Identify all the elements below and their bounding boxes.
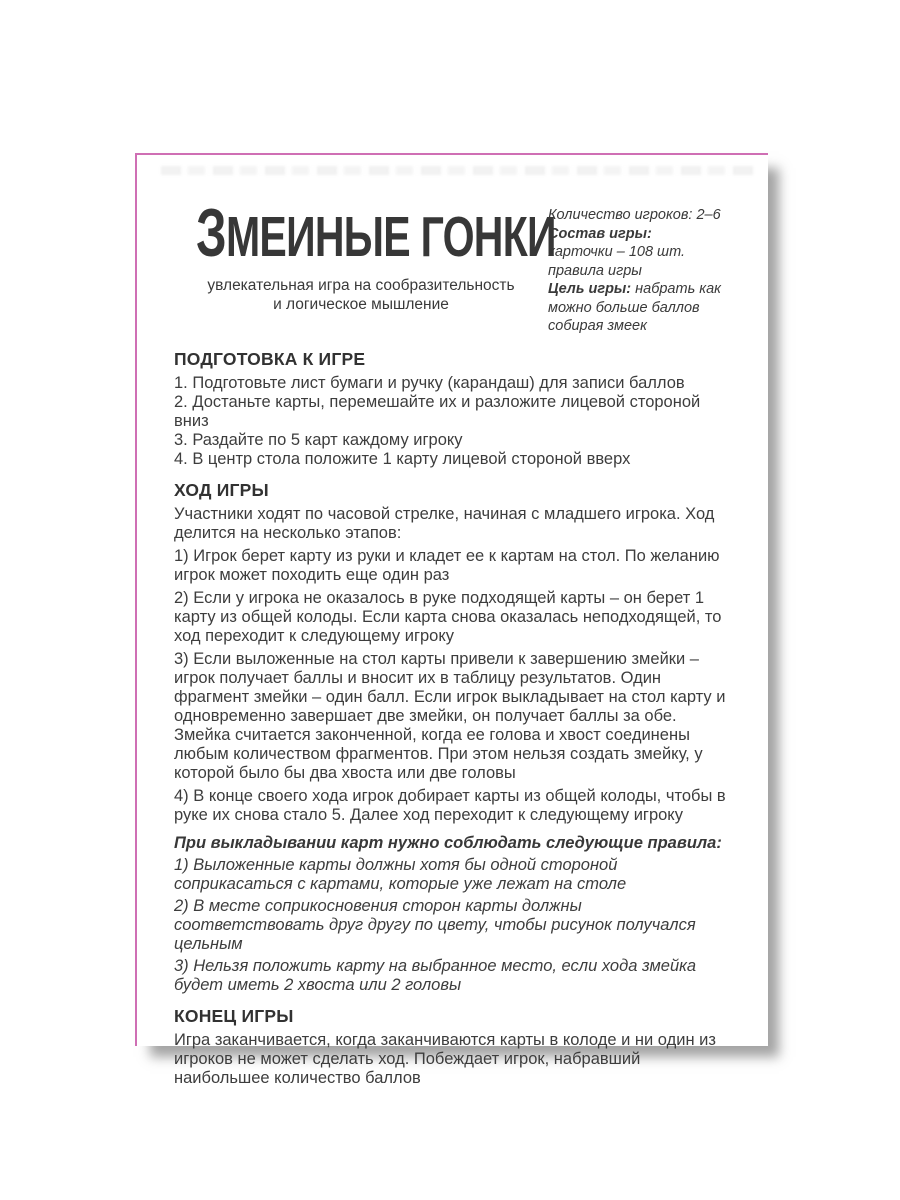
gameplay-steps xyxy=(174,505,733,825)
section-gameplay xyxy=(174,481,733,825)
print-artifact-band xyxy=(161,166,754,175)
gameplay-step: 1) Игрок берет карту из руки и кладет ее к картам на стол. По желанию игрок может походить еще один раз xyxy=(174,546,720,584)
preparation-item: 1. Подготовьте лист бумаги и ручку (карандаш) для записи баллов xyxy=(174,373,685,392)
section-placement-rules xyxy=(174,834,733,995)
placement-rule: 1) Выложенные карты должны хотя бы одной стороной соприкасаться с картами, которые уже лежат на столе xyxy=(174,855,627,893)
preparation-item: 3. Раздайте по 5 карт каждому игроку xyxy=(174,430,463,449)
section-heading-preparation: ПОДГОТОВКА К ИГРЕ xyxy=(174,348,366,369)
preparation-item: 4. В центр стола положите 1 карту лицевой стороной вверх xyxy=(174,449,631,468)
goal-text: набрать как можно больше баллов собирая змеек xyxy=(548,281,721,334)
gameplay-step: 3) Если выложенные на стол карты привели к завершению змейки – игрок получает баллы и вносит их в таблицу результатов. Один фрагмент змейки – один балл. Если игрок выкладывает на стол карту и одновременно завершает две змейки, он получает баллы за обе. Змейка считается законченной, когда ее голова и хвост соединены любым количеством фрагментов. При этом нельзя создать змейку, у которой было бы два хвоста или две головы xyxy=(174,649,726,782)
goal-label: Цель игры: xyxy=(548,281,632,297)
placement-rule: 2) В месте соприкосновения сторон карты должны соответствовать друг другу по цвету, чтобы рисунок получался цельным xyxy=(174,896,696,953)
gameplay-step: 2) Если у игрока не оказалось в руке подходящей карты – он берет 1 карту из общей колоды. Если карта снова оказалась неподходящей, то ход переходит к следующему игроку xyxy=(174,588,722,645)
composition-item: карточки – 108 шт. xyxy=(548,244,686,260)
page-subtitle xyxy=(196,276,526,314)
gameplay-step: 4) В конце своего хода игрок добирает карты из общей колоды, чтобы в руке их снова стало 5. Далее ход переходит к следующему игроку xyxy=(174,786,726,824)
section-heading-gameplay: ХОД ИГРЫ xyxy=(174,479,269,500)
preparation-item: 2. Достаньте карты, перемешайте их и разложите лицевой стороной вниз xyxy=(174,392,701,430)
composition-item: правила игры xyxy=(548,262,642,279)
end-of-game-text: Игра заканчивается, когда заканчиваются карты в колоде и ни один из игроков не может сделать ход. Побеждает игрок, набравший наибольшее количество баллов xyxy=(174,1030,716,1087)
placement-rules-intro: При выкладывании карт нужно соблюдать следующие правила: xyxy=(174,833,722,852)
subtitle-line-2: и логическое мышление xyxy=(273,296,449,313)
placement-rule: 3) Нельзя положить карту на выбранное место, если хода змейка будет иметь 2 хвоста или 2 головы xyxy=(174,956,697,994)
gameplay-intro: Участники ходят по часовой стрелке, начиная с младшего игрока. Ход делится на несколько этапов: xyxy=(174,504,715,542)
game-info-block xyxy=(548,193,733,336)
rules-page xyxy=(135,153,768,1087)
composition-label: Состав игры: xyxy=(548,225,652,242)
players-count: Количество игроков: 2–6 xyxy=(548,207,721,223)
title-block xyxy=(196,193,556,314)
section-heading-end: КОНЕЦ ИГРЫ xyxy=(174,1005,294,1026)
page-header xyxy=(174,193,733,336)
section-preparation xyxy=(174,350,733,469)
subtitle-line-1: увлекательная игра на сообразительность xyxy=(207,277,515,294)
goal-line xyxy=(548,280,733,336)
page-title: ЗМЕИНЫЕ ГОНКИ xyxy=(196,195,556,271)
preparation-list xyxy=(174,374,733,469)
section-end-of-game xyxy=(174,1007,733,1088)
